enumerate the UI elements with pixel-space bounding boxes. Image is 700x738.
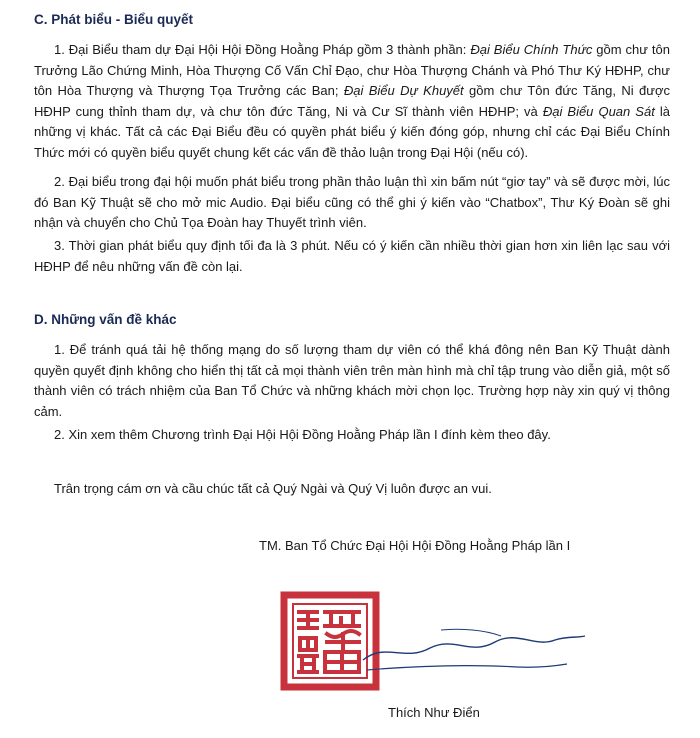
paragraph-text-segment: 1. Đại Biểu tham dự Đại Hội Hội Đồng Hoằng Pháp gồm 3 thành phần: [54,42,471,57]
delegate-category-term: Đại Biểu Chính Thức [470,42,593,57]
delegate-category-term: Đại Biểu Dự Khuyết [343,83,464,98]
closing-line: Trân trọng cám ơn và cầu chúc tất cả Quý Ngài và Quý Vị luôn được an vui. [54,481,492,496]
section-d-paragraph-2: 2. Xin xem thêm Chương trình Đại Hội Hội Đồng Hoằng Pháp lần I đính kèm theo đây. [54,427,551,442]
paragraph-text-segment: gồm chư tôn Trưởng Lão Chứng Minh, Hòa Thượng Cố Vấn Chỉ Đạo, chư Hòa Thượng Chánh và Phó Thư Ký HĐHP, chư tôn Hòa Thượng và Thượng Tọa Trưởng các Ban; [34,42,670,98]
section-c-paragraph-1 [34,40,670,163]
section-c-paragraph-2: 2. Đại biểu trong đại hội muốn phát biểu trong phần thảo luận thì xin bấm nút “giơ tay” và sẽ được mời, lúc đó Ban Kỹ Thuật sẽ cho mở mic Audio. Đại biểu cũng có thể ghi ý kiến vào “Chatbox”, Thư Ký Đoàn sẽ ghi nhận và chuyển cho Chủ Tọa Đoàn hay Thuyết trình viên. [34,174,670,230]
section-c-paragraph-3: 3. Thời gian phát biểu quy định tối đa là 3 phút. Nếu có ý kiến cần nhiều thời gian hơn xin liên lạc sau với HĐHP để nêu những vấn đề còn lại. [34,238,670,274]
organization-signoff: TM. Ban Tổ Chức Đại Hội Hội Đồng Hoằng Pháp lần I [259,538,571,553]
seal-signature-graphic [255,590,597,698]
seal-and-signature [255,590,597,698]
paragraph-text-segment: là những vị khác. Tất cả các Đại Biểu đều có quyền phát biểu ý kiến đóng góp, nhưng chỉ các Đại Biểu Chính Thức mới có quyền biểu quyết chung kết các vấn đề thảo luận trong Đại Hội (nếu có). [34,103,670,160]
section-d-paragraph-1: 1. Để tránh quá tải hệ thống mạng do số lượng tham dự viên có thể khá đông nên Ban Kỹ Thuật dành quyền quyết định không cho hiển thị tất cả mọi thành viên trên màn hình mà chỉ tập trung vào diễn giả, một số thành viên có trách nhiệm của Ban Tổ Chức và những khách mời chọn lọc. Trường hợp này xin quý vị thông cảm. [34,342,670,419]
signer-name: Thích Như Điển [388,705,480,720]
paragraph-text-segment: gồm chư Tôn đức Tăng, Ni được HĐHP cung thỉnh tham dự, và chư tôn đức Tăng, Ni và Cư Sĩ thành viên HĐHP; và [34,83,670,119]
section-d-heading: D. Những vấn đề khác [34,312,177,327]
signature-icon [363,629,585,670]
section-c-heading: C. Phát biểu - Biểu quyết [34,12,194,27]
delegate-category-term: Đại Biểu Quan Sát [542,103,655,119]
red-seal-icon [284,595,376,687]
